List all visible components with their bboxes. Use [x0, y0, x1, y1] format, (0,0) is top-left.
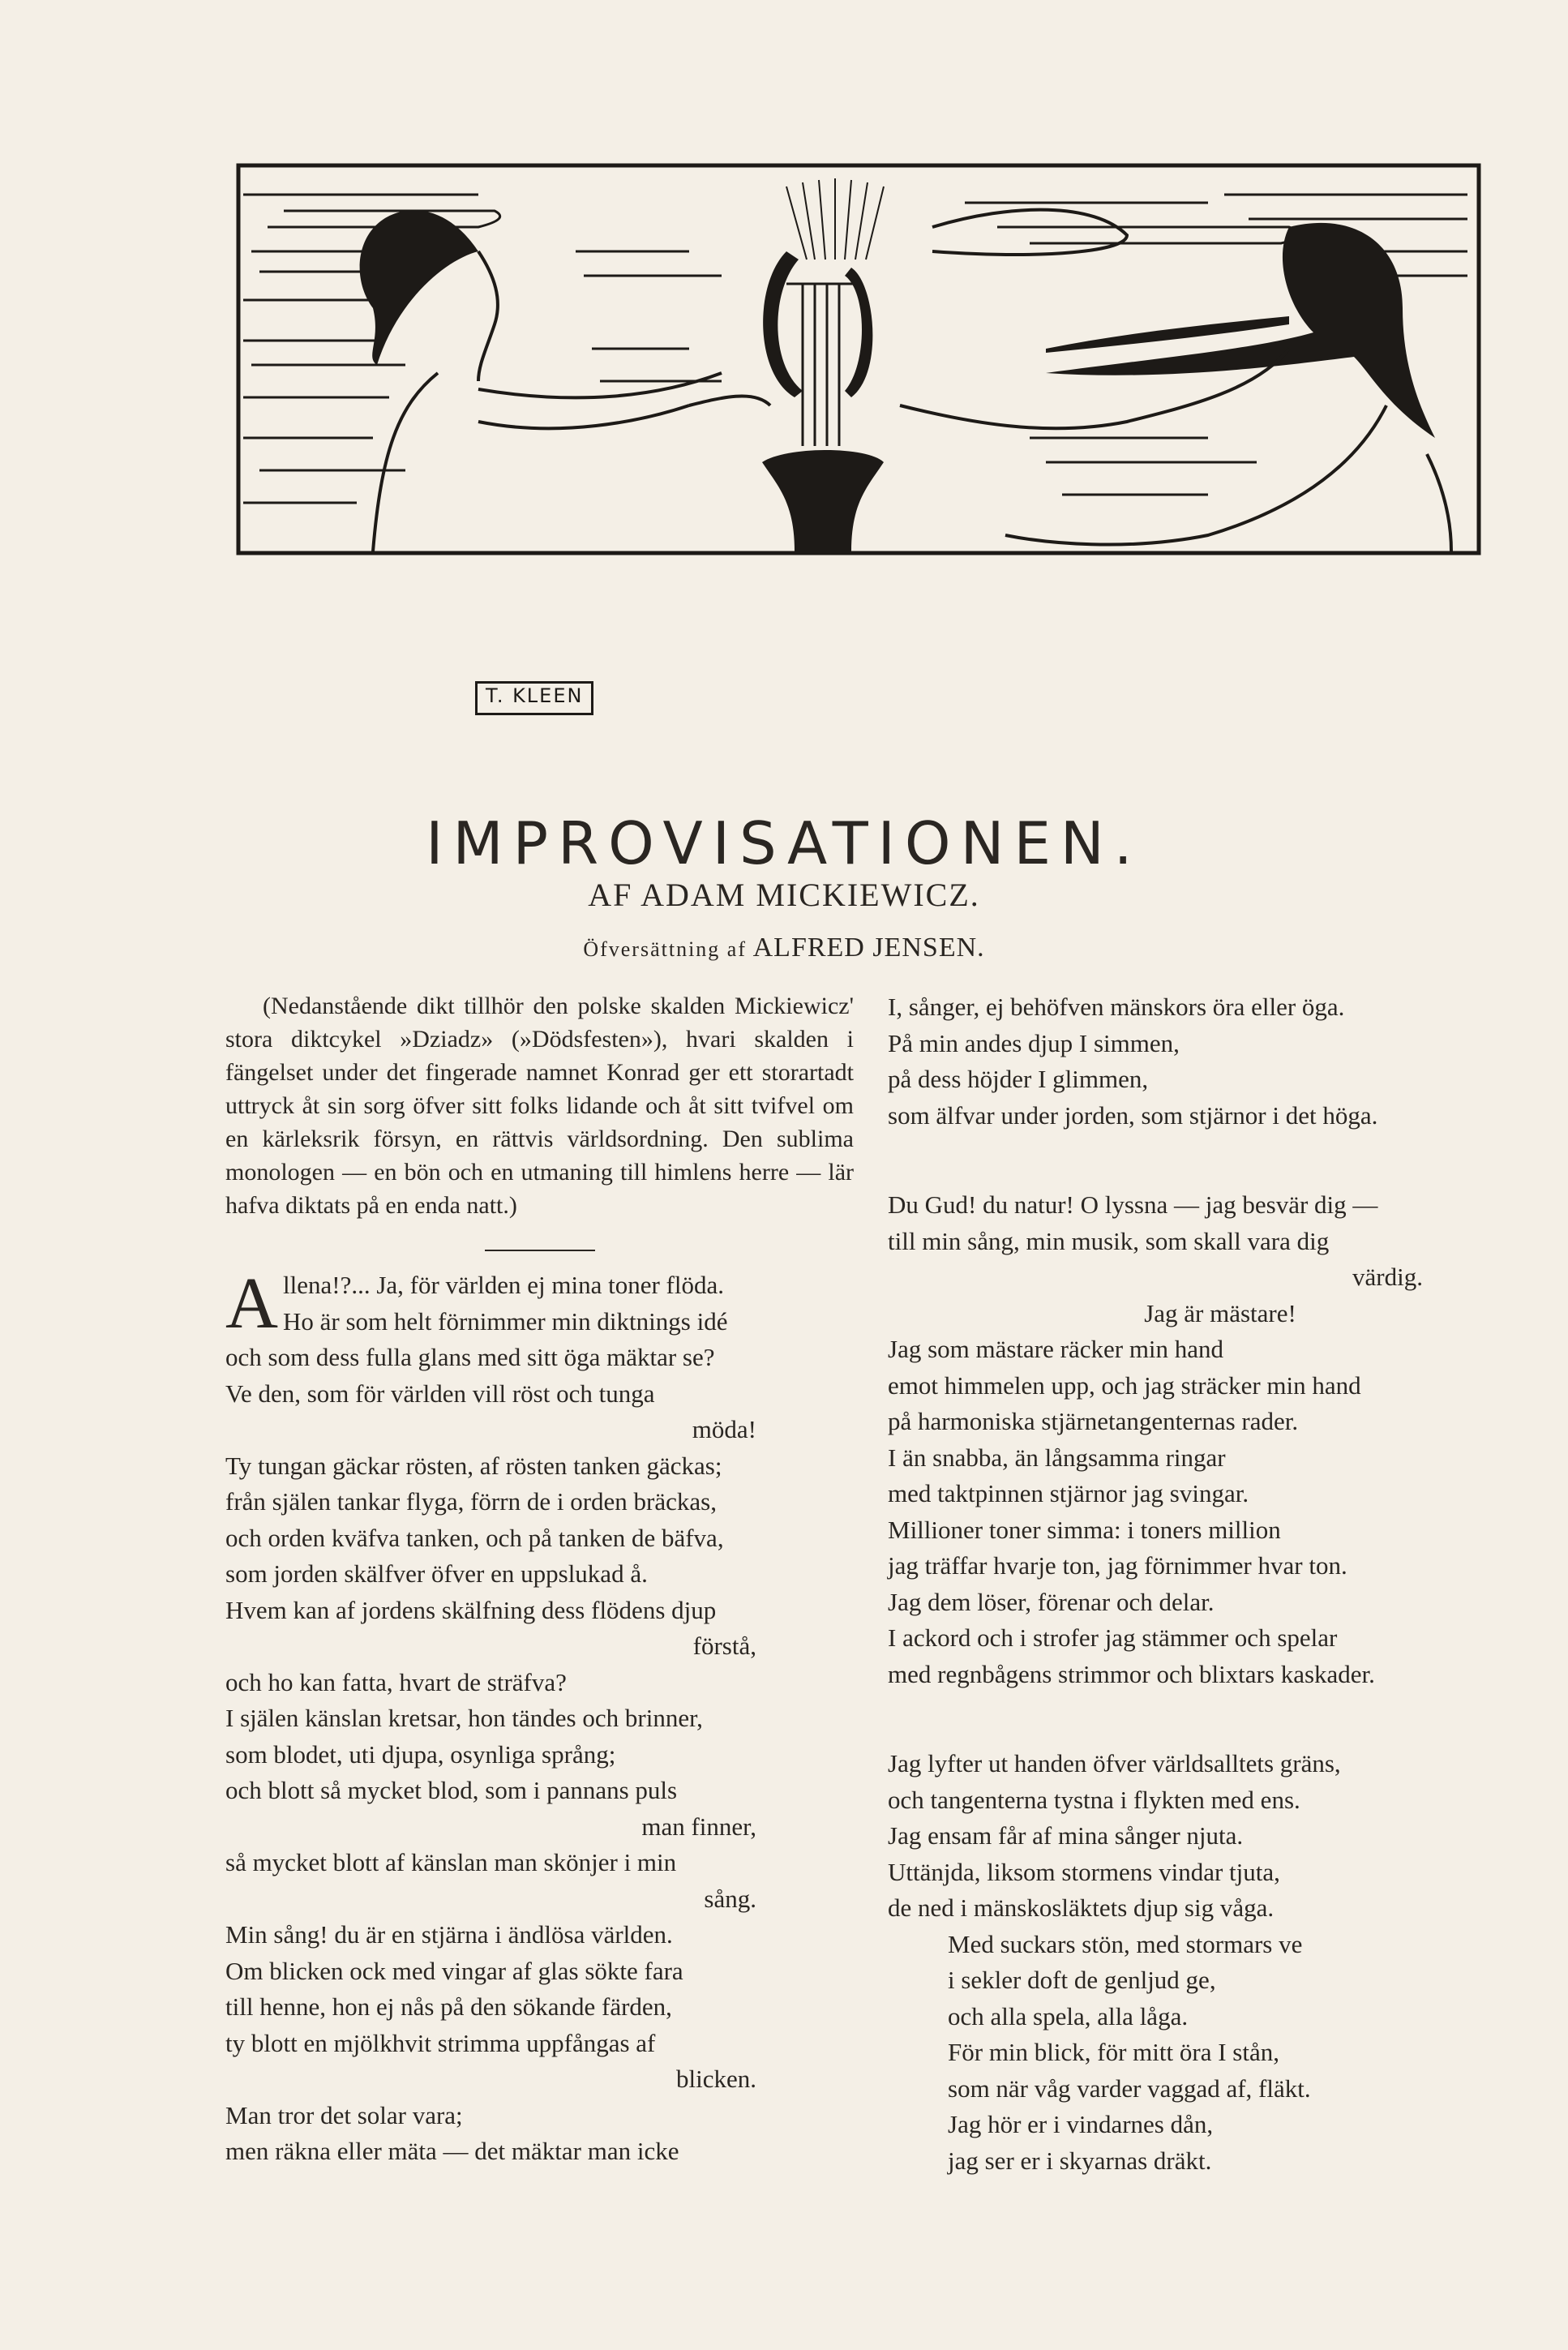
translator-prefix: Öfversättning af	[583, 937, 747, 961]
poem-line: På min andes djup I simmen,	[888, 1028, 1180, 1057]
poem-line: I än snabba, än långsamma ringar	[888, 1443, 1226, 1472]
section-divider	[485, 1250, 595, 1251]
poem-line: så mycket blott af känslan man skönjer i min	[225, 1848, 677, 1876]
poem-line: Jag lyfter ut handen öfver världsalltets gräns,	[888, 1749, 1341, 1778]
poem-line: som älfvar under jorden, som stjärnor i det höga.	[888, 1100, 1378, 1130]
poem-block-left	[225, 1263, 854, 2170]
poem-line: med taktpinnen stjärnor jag svingar.	[888, 1479, 1249, 1507]
poem-line: Man tror det solar vara;	[225, 2100, 463, 2129]
poem-line: förstå,	[692, 1632, 756, 1660]
stanza-gap	[888, 1169, 1520, 1187]
poem-line: Du Gud! du natur! O lyssna — jag besvär dig —	[888, 1190, 1378, 1219]
intro-paragraph: (Nedanstående dikt tillhör den polske skalden Mickiewicz' stora diktcykel »Dziadz» (»Dödsfesten»), hvari skalden i fängelset under det fingerade namnet Konrad ger ett storartadt uttryck åt sin sorg öfver sitt folks lidande och åt sitt tvifvel om en kärleksrik försyn, en rättvis världsordning. Den sublima monologen — en bön och en utmaning till himlens herre — lär hafva diktats på en enda natt.)	[225, 993, 854, 1219]
lyre-figures-illustration	[235, 162, 1482, 560]
stanza-2	[888, 1187, 1520, 1692]
poem-line: emot himmelen upp, och jag sträcker min hand	[888, 1370, 1361, 1400]
poem-line: ty blott en mjölkhvit strimma uppfångas af	[225, 2028, 656, 2057]
poem-line: som jorden skälfver öfver en uppslukad å.	[225, 1559, 648, 1588]
poem-line: möda!	[692, 1415, 756, 1443]
left-column	[225, 989, 854, 2170]
poem-line: som blodet, uti djupa, osynliga språng;	[225, 1739, 616, 1769]
right-column	[888, 989, 1520, 2179]
translator-name: ALFRED JENSEN.	[752, 933, 985, 963]
poem-line: jag ser er i skyarnas dräkt.	[948, 2146, 1212, 2175]
poem-line: Uttänjda, liksom stormens vindar tjuta,	[888, 1857, 1280, 1886]
poem-line: Med suckars stön, med stormars ve	[948, 1929, 1303, 1958]
artist-signature: T. KLEEN	[475, 681, 593, 715]
poem-line: på dess höjder I glimmen,	[888, 1065, 1149, 1093]
poem-line: man finner,	[641, 1812, 756, 1841]
author-line: AF ADAM MICKIEWICZ.	[588, 877, 980, 913]
poem-line: på harmoniska stjärnetangenternas rader.	[888, 1407, 1299, 1435]
stanza-gap	[888, 1728, 1520, 1746]
poem-line: jag träffar hvarje ton, jag förnimmer hvar ton.	[888, 1551, 1347, 1580]
poem-line: till henne, hon ej nås på den sökande färden,	[225, 1992, 672, 2021]
stanza-gap	[888, 1692, 1520, 1728]
poem-line: och som dess fulla glans med sitt öga mäktar se?	[225, 1343, 715, 1371]
stanza-gap	[888, 1134, 1520, 1169]
poem-line: i sekler doft de genljud ge,	[948, 1966, 1216, 1994]
poem-line: Min sång! du är en stjärna i ändlösa världen.	[225, 1920, 673, 1949]
poem-line: I ackord och i strofer jag stämmer och spelar	[888, 1623, 1338, 1652]
header-illustration	[235, 162, 1482, 707]
poem-line: Millioner toner simma: i toners million	[888, 1515, 1281, 1544]
poem-line: de ned i mänskosläktets djup sig våga.	[888, 1893, 1275, 1922]
poem-line: och tangenterna tystna i flykten med ens.	[888, 1785, 1300, 1814]
poem-line: llena!?... Ja, för världen ej mina toner flöda.	[283, 1271, 724, 1299]
poem-line: Jag dem löser, förenar och delar.	[888, 1587, 1215, 1616]
poem-line: värdig.	[1352, 1263, 1423, 1291]
poem-line: Om blicken ock med vingar af glas sökte fara	[225, 1956, 683, 1985]
poem-line: För min blick, för mitt öra I stån,	[948, 2038, 1279, 2066]
poem-line: och ho kan fatta, hvart de sträfva?	[225, 1667, 567, 1696]
poem-line: Jag är mästare!	[1144, 1298, 1296, 1327]
poem-line: Jag ensam får af mina sånger njuta.	[888, 1821, 1244, 1850]
stanza-1	[888, 989, 1520, 1134]
drop-cap: A	[225, 1263, 278, 1344]
poem-line: Ve den, som för världen vill röst och tunga	[225, 1379, 655, 1408]
poem-line: och blott så mycket blod, som i pannans puls	[225, 1776, 678, 1804]
poem-title: IMPROVISATIONEN.	[426, 809, 1142, 878]
poem-line: och orden kväfva tanken, och på tanken de bäfva,	[225, 1523, 724, 1552]
poem-line: från själen tankar flyga, förrn de i orden bräckas,	[225, 1487, 717, 1516]
poem-line: Ho är som helt förnimmer min diktnings idé	[283, 1306, 728, 1336]
poem-line: till min sång, min musik, som skall vara dig	[888, 1226, 1330, 1255]
poem-line: blicken.	[676, 2065, 756, 2093]
poem-line: med regnbågens strimmor och blixtars kaskader.	[888, 1659, 1375, 1688]
poem-line: sång.	[704, 1884, 756, 1913]
poem-line: I själen känslan kretsar, hon tändes och brinner,	[225, 1704, 703, 1732]
poem-line: Ty tungan gäckar rösten, af rösten tanken gäckas;	[225, 1451, 722, 1480]
poem-line: Jag hör er i vindarnes dån,	[948, 2110, 1214, 2138]
poem-line: Jag som mästare räcker min hand	[888, 1335, 1224, 1363]
poem-line: som när våg varder vaggad af, fläkt.	[948, 2073, 1311, 2103]
poem-line: I, sånger, ej behöfven mänskors öra eller öga.	[888, 993, 1345, 1021]
poem-line: Hvem kan af jordens skälfning dess flödens djup	[225, 1595, 717, 1624]
stanza-3	[888, 1746, 1520, 2179]
poem-line: men räkna eller mäta — det mäktar man icke	[225, 2137, 679, 2165]
poem-line: och alla spela, alla låga.	[948, 2001, 1189, 2031]
translator-line	[0, 933, 1568, 963]
